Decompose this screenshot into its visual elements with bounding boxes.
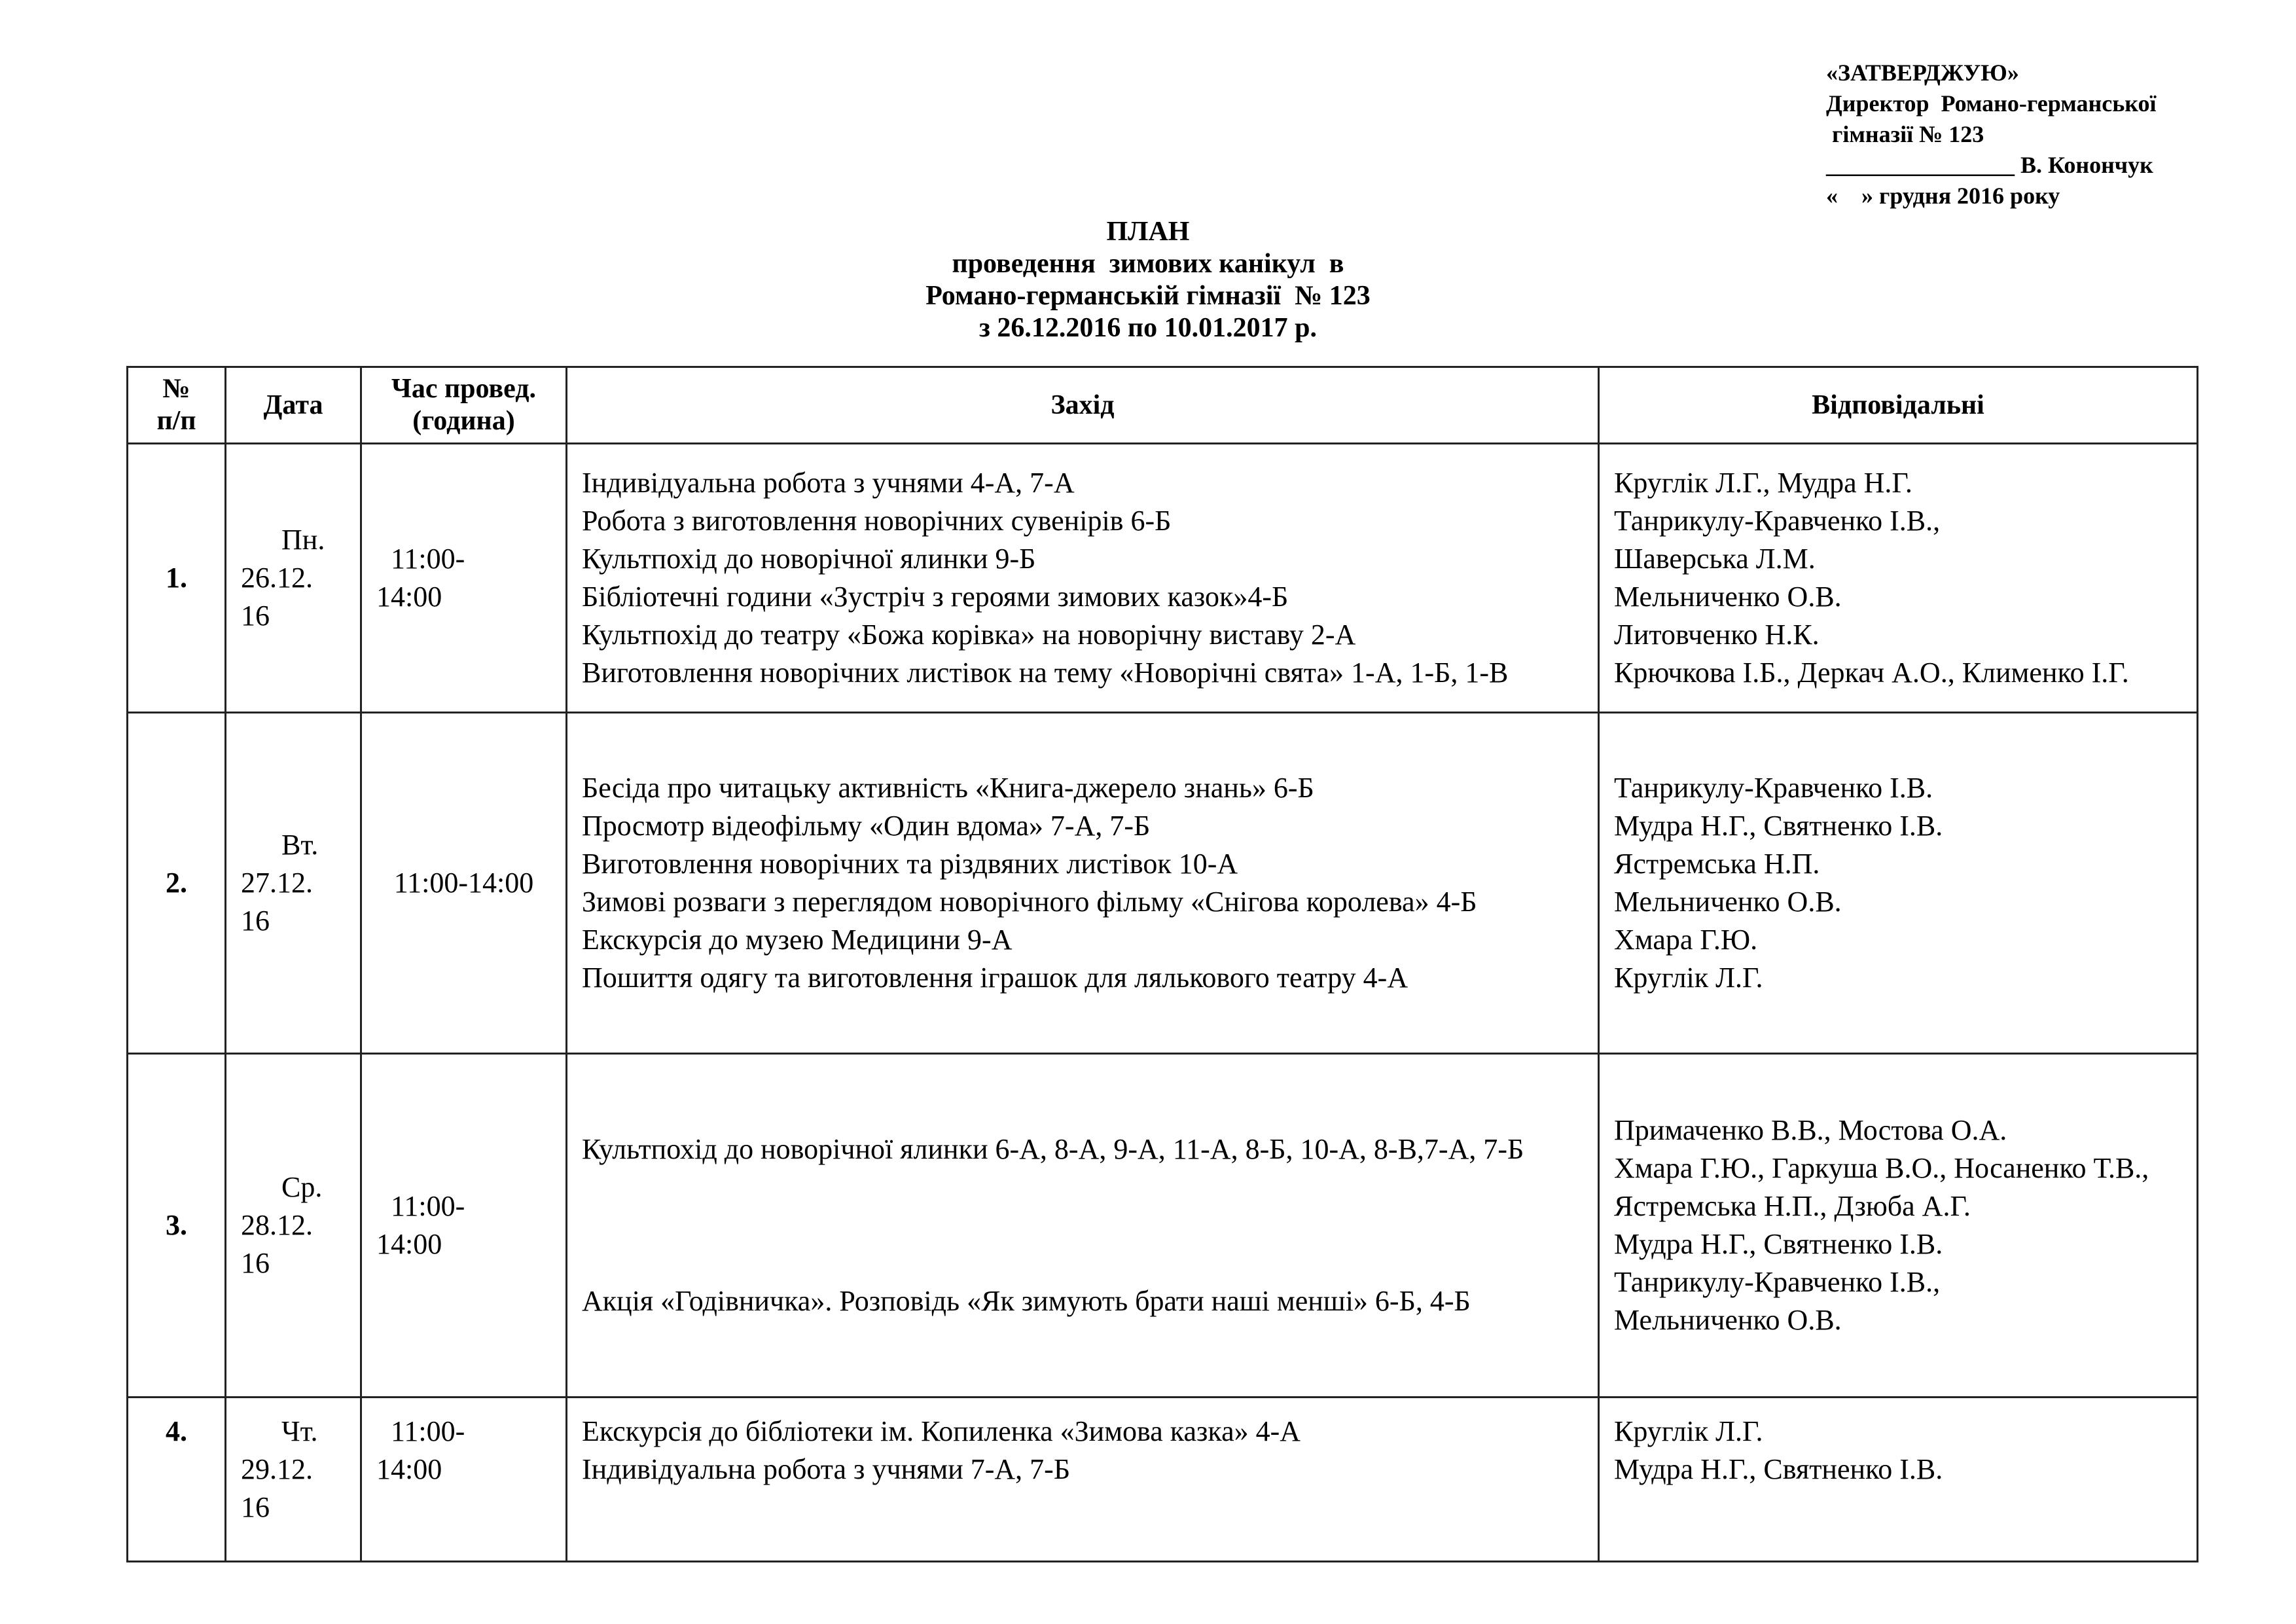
responsible-item: Крючкова І.Б., Деркач А.О., Клименко І.Г.: [1614, 657, 2129, 689]
row-events: [567, 1054, 1599, 1398]
row-time: 11:00- 14:00: [361, 1054, 567, 1398]
row-events: [567, 1398, 1599, 1562]
responsible-item: Танрикулу-Кравченко І.В.,: [1614, 505, 1941, 537]
row-date: Чт. 29.12. 16: [226, 1398, 361, 1562]
event-item: Індивідуальна робота з учнями 4-А, 7-А: [582, 467, 1075, 499]
approval-school: гімназії № 123: [1826, 121, 1984, 147]
responsible-item: Танрикулу-Кравченко І.В.: [1614, 772, 1933, 804]
event-item: Культпохід до новорічної ялинки 6-А, 8-А, 9-А, 11-А, 8-Б, 10-А, 8-В,7-А, 7-Б: [582, 1133, 1524, 1165]
responsible-item: Мельниченко О.В.: [1614, 581, 1842, 613]
row-responsible: [1599, 713, 2198, 1054]
plan-table: [126, 366, 2198, 1562]
spacer: [582, 1168, 1583, 1206]
row-number: 4.: [128, 1398, 226, 1562]
event-item: Виготовлення новорічних листівок на тему «Новорічні свята» 1-А, 1-Б, 1-В: [582, 657, 1509, 689]
event-item: Пошиття одягу та виготовлення іграшок для лялькового театру 4-А: [582, 962, 1408, 994]
approval-signature: ________________ В. Конончук: [1826, 152, 2153, 178]
header-responsible: Відповідальні: [1599, 367, 2198, 444]
responsible-item: Круглік Л.Г.: [1614, 1415, 1763, 1447]
row-number: 3.: [128, 1054, 226, 1398]
event-item: Зимові розваги з переглядом новорічного фільму «Снігова королева» 4-Б: [582, 886, 1477, 918]
table-row: [128, 444, 2198, 713]
document-title: [0, 216, 2296, 344]
row-time: 11:00-14:00: [361, 713, 567, 1054]
spacer: [582, 1206, 1583, 1244]
table-row: [128, 1398, 2198, 1562]
responsible-item: Литовченко Н.К.: [1614, 619, 1820, 651]
event-item: Екскурсія до бібліотеки ім. Копиленка «Зимова казка» 4-А: [582, 1415, 1301, 1447]
responsible-item: Хмара Г.Ю.: [1614, 924, 1758, 956]
event-item: Бесіда про читацьку активність «Книга-джерело знань» 6-Б: [582, 772, 1314, 804]
event-item: Культпохід до театру «Божа корівка» на новорічну виставу 2-А: [582, 619, 1356, 651]
table-row: [128, 1054, 2198, 1398]
header-time: Час провед. (година): [361, 367, 567, 444]
event-item: Акція «Годівничка». Розповідь «Як зимують брати наші менші» 6-Б, 4-Б: [582, 1285, 1471, 1317]
header-date: Дата: [226, 367, 361, 444]
table-row: [128, 713, 2198, 1054]
header-number: № п/п: [128, 367, 226, 444]
title-plan: ПЛАН: [1106, 217, 1190, 247]
row-number: 2.: [128, 713, 226, 1054]
row-date: Вт. 27.12. 16: [226, 713, 361, 1054]
responsible-item: Хмара Г.Ю., Гаркуша В.О., Носаненко Т.В., Ястремська Н.П., Дзюба А.Г.: [1614, 1152, 2149, 1222]
event-item: Індивідуальна робота з учнями 7-А, 7-Б: [582, 1453, 1071, 1485]
responsible-item: Мудра Н.Г., Святненко І.В.: [1614, 1228, 1943, 1260]
row-events: [567, 444, 1599, 713]
responsible-item: Примаченко В.В., Мостова О.А.: [1614, 1114, 2007, 1146]
event-item: Робота з виготовлення новорічних сувенірів 6-Б: [582, 505, 1172, 537]
approval-heading: «ЗАТВЕРДЖУЮ»: [1826, 60, 2019, 86]
row-time: 11:00- 14:00: [361, 444, 567, 713]
approval-director: Директор Романо-германської: [1826, 90, 2157, 117]
approval-block: [1826, 58, 2157, 211]
row-date: Ср. 28.12. 16: [226, 1054, 361, 1398]
row-time: 11:00- 14:00: [361, 1398, 567, 1562]
responsible-item: Ястремська Н.П.: [1614, 848, 1820, 880]
approval-date: « » грудня 2016 року: [1826, 183, 2060, 209]
responsible-item: Круглік Л.Г., Мудра Н.Г.: [1614, 467, 1912, 499]
responsible-item: Танрикулу-Кравченко І.В.,: [1614, 1266, 1941, 1298]
event-item: Виготовлення новорічних та різдвяних листівок 10-А: [582, 848, 1238, 880]
row-number: 1.: [128, 444, 226, 713]
table-header-row: [128, 367, 2198, 444]
responsible-item: Мельниченко О.В.: [1614, 1304, 1842, 1336]
title-school: Романо-германській гімназії № 123: [925, 281, 1371, 311]
responsible-item: Мудра Н.Г., Святненко І.В.: [1614, 1453, 1943, 1485]
event-item: Культпохід до новорічної ялинки 9-Б: [582, 543, 1036, 575]
row-events: [567, 713, 1599, 1054]
row-responsible: [1599, 1054, 2198, 1398]
responsible-item: Шаверська Л.М.: [1614, 543, 1816, 575]
event-item: Бібліотечні години «Зустріч з героями зимових казок»4-Б: [582, 581, 1289, 613]
responsible-item: Мудра Н.Г., Святненко І.В.: [1614, 810, 1943, 842]
event-item: Просмотр відеофільму «Один вдома» 7-А, 7-Б: [582, 810, 1151, 842]
row-responsible: [1599, 444, 2198, 713]
spacer: [582, 1244, 1583, 1282]
event-item: Екскурсія до музею Медицини 9-А: [582, 924, 1013, 956]
title-period: з 26.12.2016 по 10.01.2017 р.: [979, 313, 1317, 343]
responsible-item: Круглік Л.Г.: [1614, 962, 1763, 994]
responsible-item: Мельниченко О.В.: [1614, 886, 1842, 918]
title-subtitle: проведення зимових канікул в: [952, 249, 1344, 279]
row-date: Пн. 26.12. 16: [226, 444, 361, 713]
header-event: Захід: [567, 367, 1599, 444]
row-responsible: [1599, 1398, 2198, 1562]
